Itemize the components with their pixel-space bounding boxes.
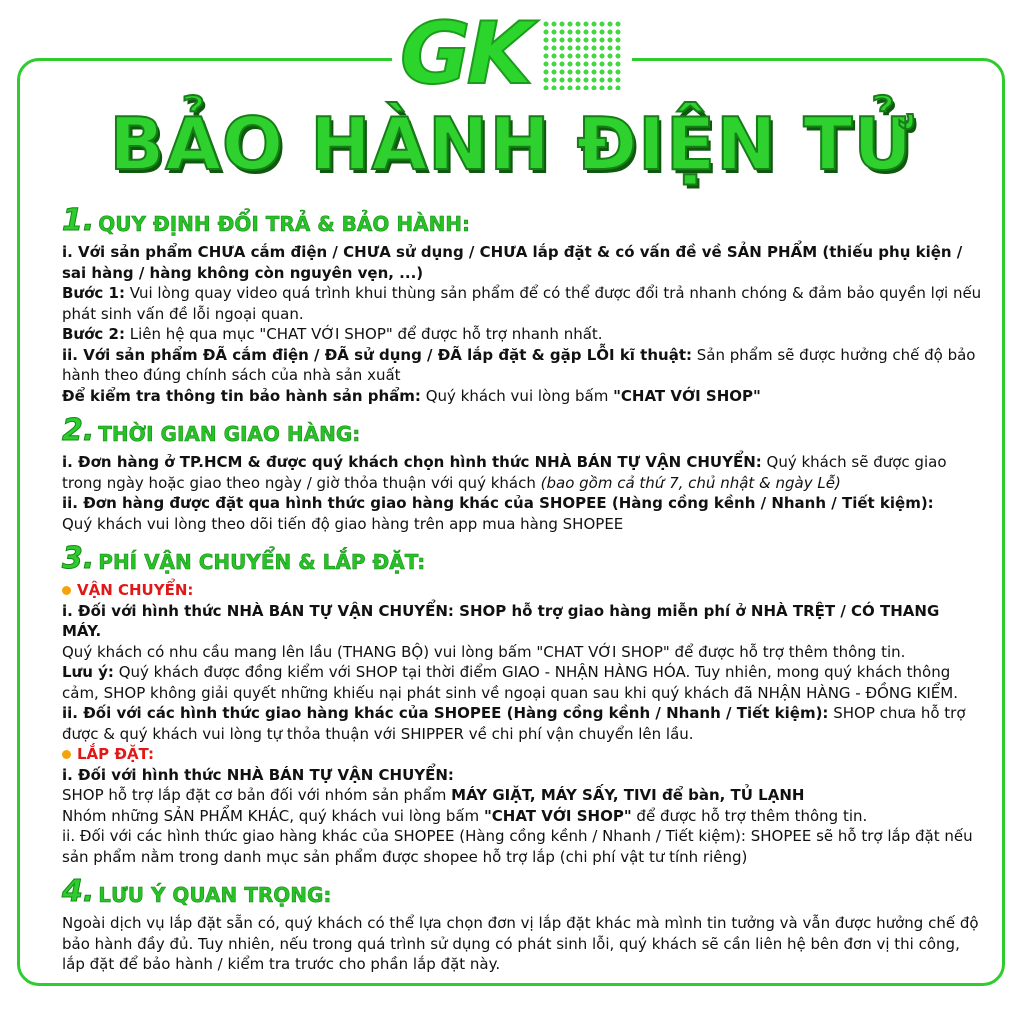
installation-subheader: [62, 744, 982, 765]
s3-shipping-line-1: i. Đối với hình thức NHÀ BÁN TỰ VẬN CHUYỂN: SHOP hỗ trợ giao hàng miễn phí ở NHÀ TRỆT / CÓ THANG MÁY.: [62, 601, 940, 640]
brand-logo: [392, 4, 632, 104]
policy-content: [62, 200, 982, 975]
s3-install-line-3: Nhóm những SẢN PHẨM KHÁC, quý khách vui lòng bấm "CHAT VỚI SHOP" để được hỗ trợ thêm thông tin.: [62, 806, 868, 825]
section-title: THỜI GIAN GIAO HÀNG:: [98, 422, 361, 446]
section-title: QUY ĐỊNH ĐỔI TRẢ & BẢO HÀNH:: [98, 212, 471, 236]
bullet-dot-icon: [62, 586, 71, 595]
s4-line-1: Ngoài dịch vụ lắp đặt sẵn có, quý khách có thể lựa chọn đơn vị lắp đặt khác mà mình tin tưởng và vẫn được hưởng chế độ bảo hành đầy đủ. Tuy nhiên, nếu trong quá trình sử dụng có phát sinh lỗi, quý khách sẽ cần liên hệ bên đơn vị thi công, lắp đặt để bảo hành / kiểm tra trước cho phần lắp đặt này.: [62, 914, 979, 973]
s3-shipping-line-4: ii. Đối với các hình thức giao hàng khác của SHOPEE (Hàng cồng kềnh / Nhanh / Tiết kiệm): SHOP chưa hỗ trợ được & quý khách vui lòng tự thỏa thuận với SHIPPER về chi phí vận chuyển lên lầu.: [62, 704, 966, 743]
section-4-header: [62, 874, 982, 909]
s3-install-line-2: SHOP hỗ trợ lắp đặt cơ bản đối với nhóm sản phẩm MÁY GIẶT, MÁY SẤY, TIVI để bàn, TỦ LẠNH: [62, 786, 805, 804]
section-number: 1.: [62, 203, 95, 238]
section-1-header: [62, 203, 982, 238]
section-number: 4.: [62, 874, 95, 909]
s2-line-3: Quý khách vui lòng theo dõi tiến độ giao hàng trên app mua hàng SHOPEE: [62, 514, 624, 533]
section-3-header: [62, 541, 982, 576]
s3-install-line-1: i. Đối với hình thức NHÀ BÁN TỰ VẬN CHUYỂN:: [62, 765, 454, 784]
s2-line-1: i. Đơn hàng ở TP.HCM & được quý khách chọn hình thức NHÀ BÁN TỰ VẬN CHUYỂN: Quý khách sẽ được giao trong ngày hoặc giao theo ngày / giờ thỏa thuận với quý khách (bao gồm cả thứ 7, chủ nhật & ngày Lễ): [62, 453, 947, 492]
logo-dots-pattern: [542, 20, 622, 90]
section-title: LƯU Ý QUAN TRỌNG:: [98, 883, 332, 907]
shipping-subheader: [62, 580, 982, 601]
s1-step-2: Bước 2: Liên hệ qua mục "CHAT VỚI SHOP" để được hỗ trợ nhanh nhất.: [62, 325, 603, 343]
s1-line-5: Để kiểm tra thông tin bảo hành sản phẩm: Quý khách vui lòng bấm "CHAT VỚI SHOP": [62, 386, 761, 405]
s1-step-1: Bước 1: Vui lòng quay video quá trình khui thùng sản phẩm để có thể được đổi trả nhanh chóng & đảm bảo quyền lợi nếu phát sinh vấn đề lỗi ngoại quan.: [62, 284, 982, 323]
bullet-dot-icon: [62, 750, 71, 759]
section-number: 3.: [62, 541, 95, 576]
section-title: PHÍ VẬN CHUYỂN & LẮP ĐẶT:: [98, 550, 426, 574]
subheader-label: VẬN CHUYỂN:: [77, 581, 194, 599]
s3-shipping-note: Lưu ý: Quý khách được đồng kiểm với SHOP tại thời điểm GIAO - NHẬN HÀNG HÓA. Tuy nhiên, mong quý khách thông cảm, SHOP không giải quyết những khiếu nại phát sinh về ngoại quan sau khi quý khách đã NHẬN HÀNG - ĐỒNG KIỂM.: [62, 663, 958, 702]
s1-line-1: i. Với sản phẩm CHƯA cắm điện / CHƯA sử dụng / CHƯA lắp đặt & có vấn đề về SẢN PHẨM (thiếu phụ kiện / sai hàng / hàng không còn nguyên vẹn, ...): [62, 243, 963, 282]
subheader-label: LẮP ĐẶT:: [77, 745, 154, 763]
s3-install-line-4: ii. Đối với các hình thức giao hàng khác của SHOPEE (Hàng cồng kềnh / Nhanh / Tiết kiệm): SHOPEE sẽ hỗ trợ lắp đặt nếu sản phẩm nằm trong danh mục sản phẩm được shopee hỗ trợ lắp (chi phí vật tư tính riêng): [62, 827, 973, 866]
s2-line-2: ii. Đơn hàng được đặt qua hình thức giao hàng khác của SHOPEE (Hàng cồng kềnh / Nhanh / Tiết kiệm):: [62, 494, 934, 512]
section-number: 2.: [62, 413, 95, 448]
page-title: BẢO HÀNH ĐIỆN TỬ: [109, 102, 915, 186]
logo-text: GK: [400, 4, 530, 104]
section-2-header: [62, 413, 982, 448]
s1-line-4: ii. Với sản phẩm ĐÃ cắm điện / ĐÃ sử dụng / ĐÃ lắp đặt & gặp LỖI kĩ thuật: Sản phẩm sẽ được hưởng chế độ bảo hành theo đúng chính sách của nhà sản xuất: [62, 345, 976, 384]
s3-shipping-line-2: Quý khách có nhu cầu mang lên lầu (THANG BỘ) vui lòng bấm "CHAT VỚI SHOP" để được hỗ trợ thêm thông tin.: [62, 642, 906, 661]
